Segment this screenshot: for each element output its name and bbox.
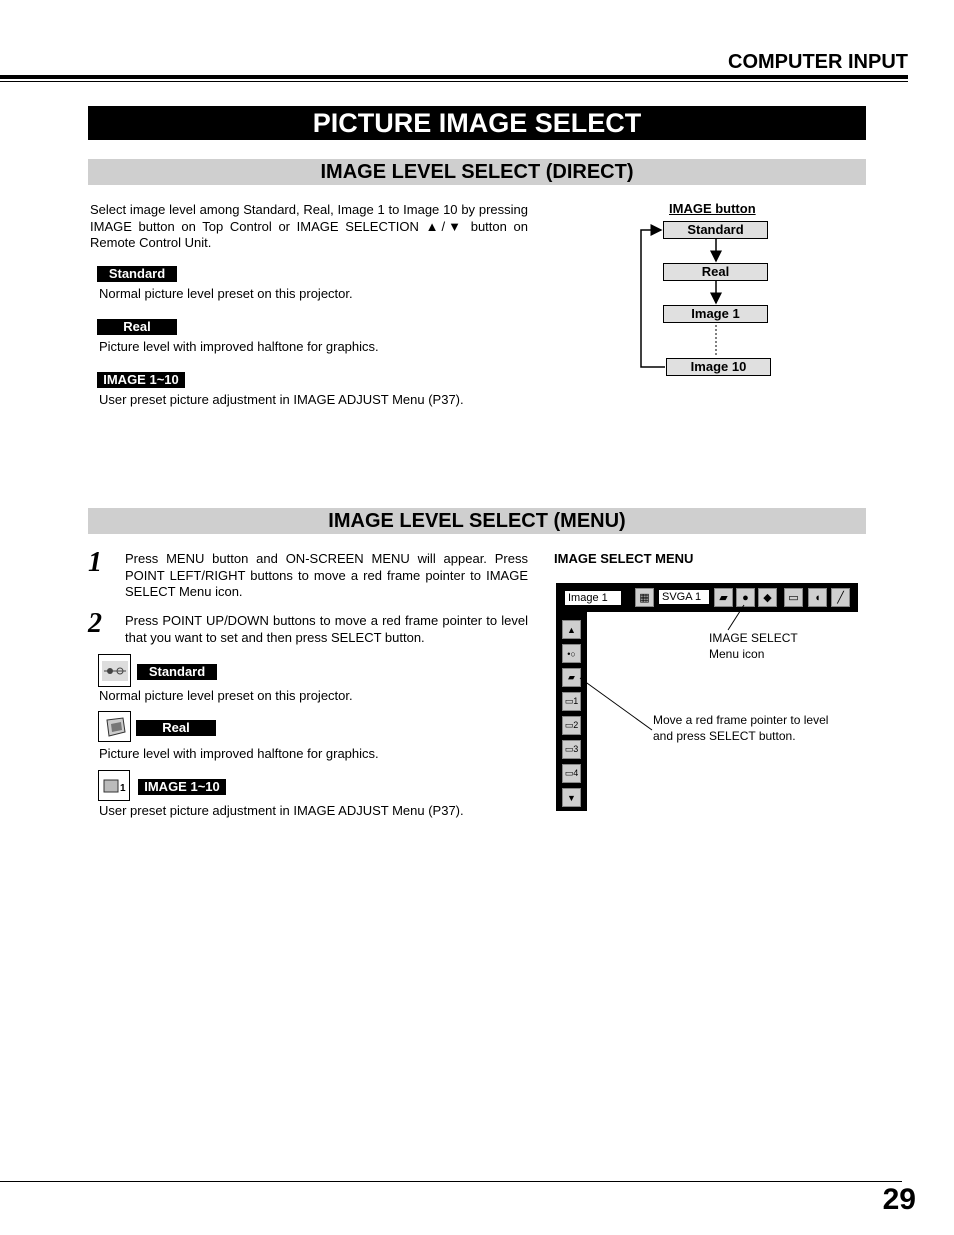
menu-language-icon[interactable]: ╱ xyxy=(831,588,850,607)
image-select-menu-label: IMAGE SELECT MENU xyxy=(554,551,694,566)
side-image1-icon[interactable]: ▭1 xyxy=(562,692,581,711)
real-level-icon xyxy=(98,711,131,742)
menu-image-adjust-icon[interactable]: ● xyxy=(736,588,755,607)
direct-standard-tag: Standard xyxy=(97,266,177,282)
image-button-label: IMAGE button xyxy=(669,201,756,216)
bottom-rule xyxy=(0,1181,902,1182)
step-text-2: Press POINT UP/DOWN buttons to move a red frame pointer to level that you want to set and then press SELECT button. xyxy=(125,613,528,645)
flow-box-real: Real xyxy=(663,263,768,281)
menu-real-tag: Real xyxy=(136,720,216,736)
direct-intro: Select image level among Standard, Real, Image 1 to Image 10 by pressing IMAGE button on Top Control or IMAGE SELECTION ▲/▼ button on Remote Control Unit. xyxy=(90,202,528,250)
direct-section-heading: IMAGE LEVEL SELECT (DIRECT) xyxy=(88,159,866,185)
callout-pointer-line1: Move a red frame pointer to level xyxy=(653,713,829,727)
menu-section-heading: IMAGE LEVEL SELECT (MENU) xyxy=(88,508,866,534)
menu-screen-icon[interactable]: ◆ xyxy=(758,588,777,607)
menu-svga-field: SVGA 1 xyxy=(659,590,709,604)
menu-image-field: Image 1 xyxy=(565,591,621,605)
page-title: PICTURE IMAGE SELECT xyxy=(88,106,866,140)
flow-box-image10: Image 10 xyxy=(666,358,771,376)
callout-pointer-line2: and press SELECT button. xyxy=(653,729,796,743)
scroll-down-icon[interactable]: ▼ xyxy=(562,788,581,807)
top-rule-thin xyxy=(0,81,908,82)
top-rule xyxy=(0,75,908,79)
side-image4-icon[interactable]: ▭4 xyxy=(562,764,581,783)
image-level-icon xyxy=(98,770,130,801)
standard-level-icon xyxy=(98,654,131,687)
menu-standard-tag: Standard xyxy=(137,664,217,680)
side-standard-icon[interactable]: •○ xyxy=(562,644,581,663)
direct-standard-desc: Normal picture level preset on this projector. xyxy=(99,286,353,301)
menu-real-desc: Picture level with improved halftone for graphics. xyxy=(99,746,379,761)
menu-image-select-icon[interactable]: ▦ xyxy=(635,588,654,607)
flow-box-standard: Standard xyxy=(663,221,768,239)
menu-sound-icon[interactable]: ◖ xyxy=(808,588,827,607)
menu-setting-icon[interactable]: ▭ xyxy=(784,588,803,607)
flow-arrows xyxy=(630,215,780,380)
side-real-icon[interactable]: ▰ xyxy=(562,668,581,687)
section-header: COMPUTER INPUT xyxy=(728,51,908,73)
side-image3-icon[interactable]: ▭3 xyxy=(562,740,581,759)
step-number-2: 2 xyxy=(88,608,102,639)
page-number: 29 xyxy=(882,1183,916,1216)
menu-image-tag: IMAGE 1~10 xyxy=(138,779,226,795)
callout-icon-line2: Menu icon xyxy=(709,647,765,661)
side-image2-icon[interactable]: ▭2 xyxy=(562,716,581,735)
step-text-1: Press MENU button and ON-SCREEN MENU will appear. Press POINT LEFT/RIGHT buttons to move a red frame pointer to IMAGE SELECT Menu icon. xyxy=(125,551,528,599)
step-number-1: 1 xyxy=(88,547,102,578)
scroll-up-icon[interactable]: ▲ xyxy=(562,620,581,639)
menu-image-desc: User preset picture adjustment in IMAGE ADJUST Menu (P37). xyxy=(99,803,464,818)
direct-image-desc: User preset picture adjustment in IMAGE ADJUST Menu (P37). xyxy=(99,392,464,407)
direct-real-desc: Picture level with improved halftone for graphics. xyxy=(99,339,379,354)
svg-text:1: 1 xyxy=(120,782,126,794)
menu-pc-adjust-icon[interactable]: ▰ xyxy=(714,588,733,607)
flow-box-image1: Image 1 xyxy=(663,305,768,323)
callout-icon-line1: IMAGE SELECT xyxy=(709,631,798,645)
direct-image-tag: IMAGE 1~10 xyxy=(97,372,185,388)
menu-standard-desc: Normal picture level preset on this projector. xyxy=(99,688,353,703)
direct-real-tag: Real xyxy=(97,319,177,335)
